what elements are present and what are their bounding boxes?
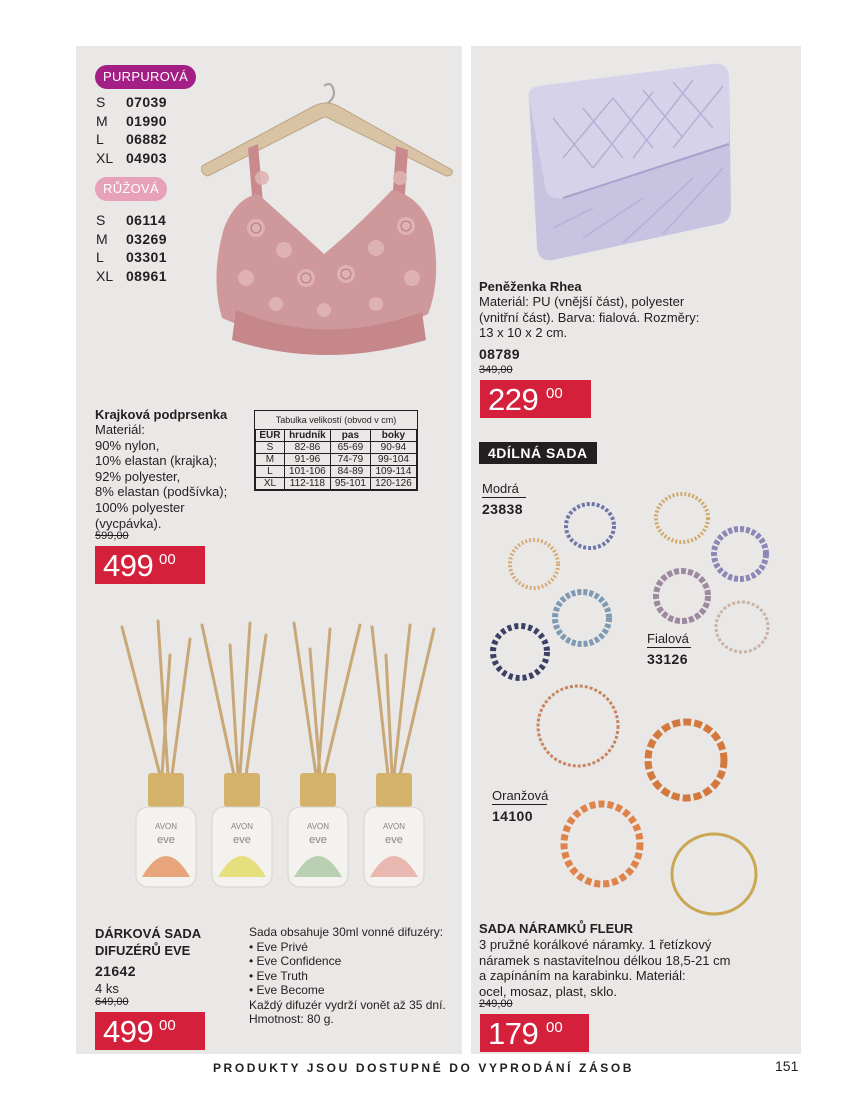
variant-label-purple: Fialová [647, 631, 689, 646]
diffuser-code: 21642 [95, 963, 136, 979]
variant-code-blue: 23838 [482, 501, 523, 517]
bra-description: Materiál: 90% nylon, 10% elastan (krajka); 92% polyester, 8% elastan (podšívka); 100% polyester (vycpávka). [95, 422, 228, 531]
table-row: L 101-106 84-89 109-114 [256, 466, 417, 478]
size-row: XL 08961 [96, 267, 167, 284]
diffuser-title: DÁRKOVÁ SADA DIFUZÉRŮ EVE [95, 926, 202, 958]
size-row: S 07039 [96, 94, 167, 110]
pink-color-badge: RŮŽOVÁ [95, 177, 167, 201]
wallet-code: 08789 [479, 346, 520, 362]
variant-code-orange: 14100 [492, 808, 533, 824]
size-row: M 03269 [96, 230, 167, 247]
diffuser-qty: 4 ks [95, 981, 119, 996]
svg-text:eve: eve [157, 834, 175, 846]
wallet-title: Peněženka Rhea [479, 279, 582, 294]
pink-size-list [96, 211, 167, 285]
diffuser-contents: Sada obsahuje 30ml vonné difuzéry: • Eve Privé • Eve Confidence • Eve Truth • Eve Become Každý difuzér vydrží vonět až 35 dní. Hmotnost: 80 g. [249, 925, 446, 1026]
size-table-block [254, 410, 418, 491]
size-row: M 01990 [96, 112, 167, 129]
bracelet-title: SADA NÁRAMKŮ FLEUR [479, 921, 634, 936]
svg-text:eve: eve [385, 834, 403, 846]
wallet-old-price: 349,00 [479, 364, 513, 376]
size-row: XL 04903 [96, 149, 167, 166]
set-badge: 4DÍLNÁ SADA [479, 442, 597, 464]
bracelet-set-image [486, 486, 772, 922]
size-table-caption: Tabulka velikostí (obvod v cm) [275, 415, 397, 425]
bracelet-price-tag: 179 00 [480, 1014, 589, 1052]
wallet-description: Materiál: PU (vnější část), polyester (vnitřní část). Barva: fialová. Rozměry: 13 x 10 x 2 cm. [479, 294, 700, 341]
variant-label-orange: Oranžová [492, 788, 549, 803]
size-row: S 06114 [96, 212, 167, 228]
quilted-wallet-image [523, 58, 735, 264]
variant-code-purple: 33126 [647, 651, 688, 667]
wallet-price-tag: 229 00 [480, 380, 591, 418]
size-table [255, 429, 417, 490]
table-header-row: EUR hrudník pas boky [256, 430, 417, 442]
availability-footer: PRODUKTY JSOU DOSTUPNÉ DO VYPRODÁNÍ ZÁSOB [212, 1061, 635, 1075]
svg-text:eve: eve [233, 834, 251, 846]
page-number: 151 [775, 1058, 799, 1074]
bra-old-price: 599,00 [95, 530, 129, 542]
purple-color-badge: PURPUROVÁ [95, 65, 196, 89]
svg-text:AVON: AVON [154, 822, 178, 831]
diffuser-set-image [110, 615, 455, 890]
svg-text:AVON: AVON [306, 822, 330, 831]
table-row: S 82-86 65-69 90-94 [256, 442, 417, 454]
svg-text:eve: eve [309, 834, 327, 846]
diffuser-price-tag: 499 00 [95, 1012, 205, 1050]
lace-bra-image [196, 78, 458, 378]
diffuser-bottles [136, 773, 424, 887]
purple-size-list [96, 93, 167, 167]
bracelet-description: 3 pružné korálkové náramky. 1 řetízkový náramek s nastavitelnou délkou 18,5-21 cm a zapínáním na karabinku. Materiál: ocel, mosaz, plast, sklo. [479, 937, 731, 999]
svg-text:AVON: AVON [230, 822, 254, 831]
diffuser-old-price: 649,00 [95, 996, 129, 1008]
table-row: M 91-96 74-79 99-104 [256, 454, 417, 466]
svg-text:AVON: AVON [382, 822, 406, 831]
size-row: L 06882 [96, 131, 167, 147]
bra-price-tag: 499 00 [95, 546, 205, 584]
bra-title: Krajková podprsenka [95, 407, 228, 422]
size-row: L 03301 [96, 249, 167, 265]
table-row: XL 112-118 95-101 120-126 [256, 478, 417, 490]
bracelet-old-price: 249,00 [479, 998, 513, 1010]
variant-label-blue: Modrá [482, 481, 519, 496]
